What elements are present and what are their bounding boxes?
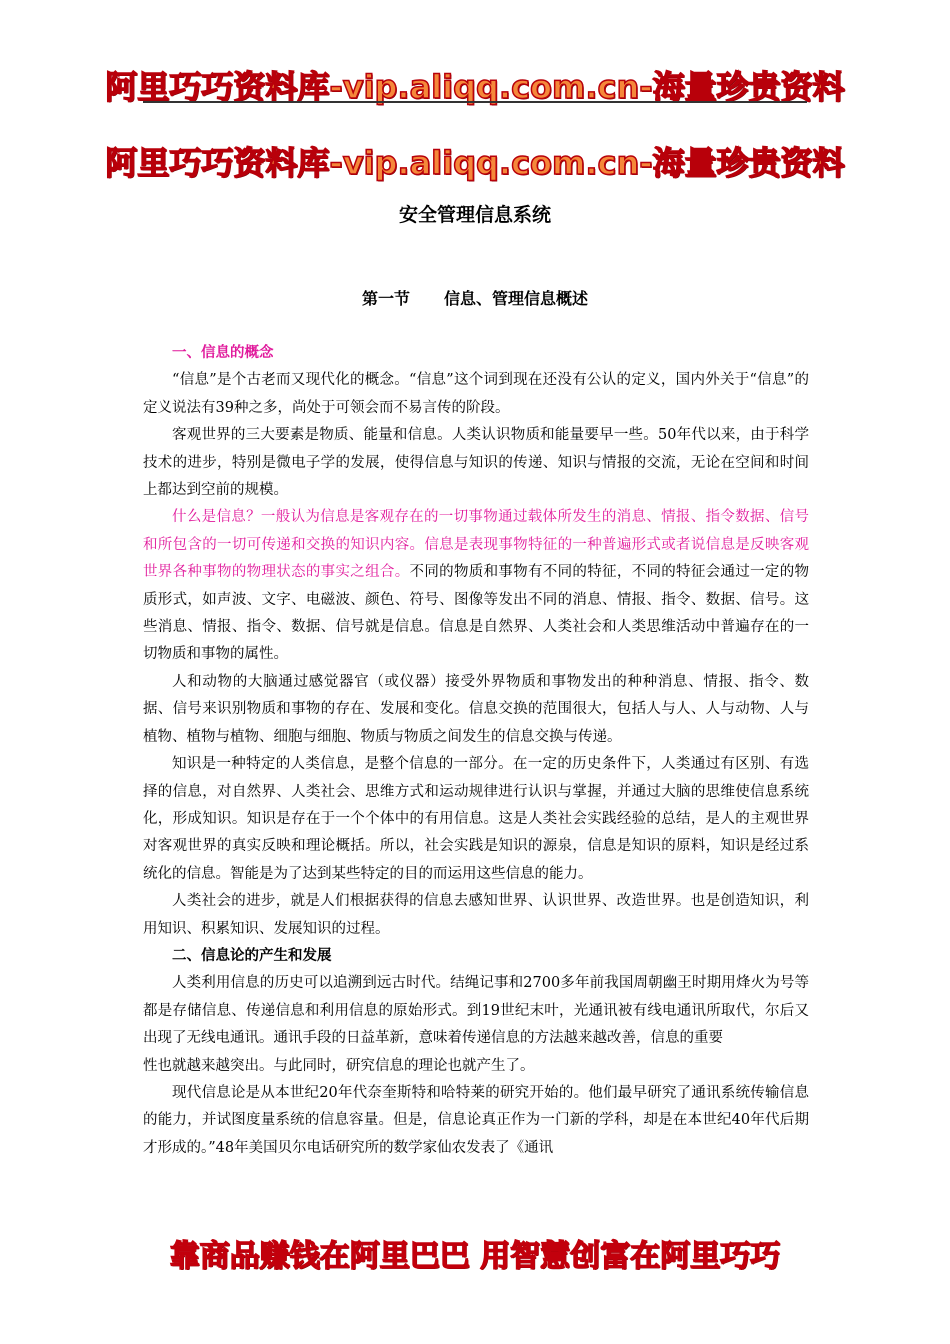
bottom-banner: 靠商品赚钱在阿里巴巴 用智慧创富在阿里巧巧 [169, 1239, 781, 1274]
section-heading [0, 286, 950, 309]
section-title: 信息、管理信息概述 [444, 289, 589, 308]
paragraph-8: 现代信息论是从本世纪20年代奈奎斯特和哈特莱的研究开始的。他们最早研究了通讯系统传输信息的能力，并试图度量系统的信息容量。但是，信息论真正作为一门新的学科，却是在本世纪40年代后期才形成的。”48年美国贝尔电话研究所的数学家仙农发表了《通讯 [143, 1084, 809, 1156]
heading-info-theory: 二、信息论的产生和发展 [172, 947, 332, 964]
document-body [143, 340, 809, 1162]
paragraph-7b: 性也就越来越突出。与此同时，研究信息的理论也就产生了。 [143, 1057, 535, 1074]
definition-highlight: 什么是信息？一般认为信息是客观存在的一切事物通过载体所发生的消息、情报、指令数据、信号和所包含的一切可传递和交换的知识内容。信息是表现事物特征的一种普遍形式或者说信息是反映客观世界各种事物的物理状态的事实之组合。 [143, 509, 809, 581]
top-banner: 阿里巧巧资料库-vip.aliqq.com.cn-海量珍贵资料 [105, 68, 845, 106]
heading-info-concept: 一、信息的概念 [172, 345, 274, 361]
paragraph-5: 知识是一种特定的人类信息，是整个信息的一部分。在一定的历史条件下，人类通过有区别、有选择的信息，对自然界、人类社会、思维方式和运动规律进行认识与掌握，并通过大脑的思维使信息系统化，形成知识。知识是存在于一个个体中的有用信息。这是人类社会实践经验的总结，是人的主观世界对客观世界的真实反映和理论概括。所以，社会实践是知识的源泉，信息是知识的原料，知识是经过系统化的信息。智能是为了达到某些特定的目的而运用这些信息的能力。 [143, 756, 809, 882]
paragraph-4: 人和动物的大脑通过感觉器官（或仪器）接受外界物质和事物发出的种种消息、情报、指令、数据、信号来识别物质和事物的存在、发展和变化。信息交换的范围很大，包括人与人、人与动物、人与植物、植物与植物、细胞与细胞、物质与物质之间发生的信息交换与传递。 [143, 673, 809, 745]
paragraph-3 [143, 504, 809, 668]
paragraph-1: “信息”是个古老而又现代化的概念。“信息”这个词到现在还没有公认的定义，国内外关于“信息”的定义说法有39种之多，尚处于可领会而不易言传的阶段。 [143, 372, 809, 416]
paragraph-3-rest: 不同的物质和事物有不同的特征，不同的特征会通过一定的物质形式，如声波、文字、电磁波、颜色、符号、图像等发出不同的消息、情报、指令、数据、信号。这些消息、情报、指令、数据、信号就是信息。信息是自然界、人类社会和人类思维活动中普遍存在的一切物质和事物的属性。 [143, 564, 810, 663]
header-rule [143, 101, 807, 103]
section-number: 第一节 [361, 289, 410, 308]
document-title: 安全管理信息系统 [398, 204, 551, 226]
paragraph-6: 人类社会的进步，就是人们根据获得的信息去感知世界、认识世界、改造世界。也是创造知识，利用知识、积累知识、发展知识的过程。 [143, 893, 809, 937]
paragraph-7a: 人类利用信息的历史可以追溯到远古时代。结绳记事和2700多年前我国周朝幽王时期用烽火为号等都是存储信息、传递信息和利用信息的原始形式。到19世纪末叶，光通讯被有线电通讯所取代，尔后又出现了无线电通讯。通讯手段的日益革新，意味着传递信息的方法越来越改善，信息的重要 [143, 975, 809, 1047]
paragraph-2: 客观世界的三大要素是物质、能量和信息。人类认识物质和能量要早一些。50年代以来，由于科学技术的进步，特别是微电子学的发展，使得信息与知识的传递、知识与情报的交流，无论在空间和时间上都达到空前的规模。 [143, 427, 809, 499]
second-banner: 阿里巧巧资料库-vip.aliqq.com.cn-海量珍贵资料 [105, 144, 845, 182]
